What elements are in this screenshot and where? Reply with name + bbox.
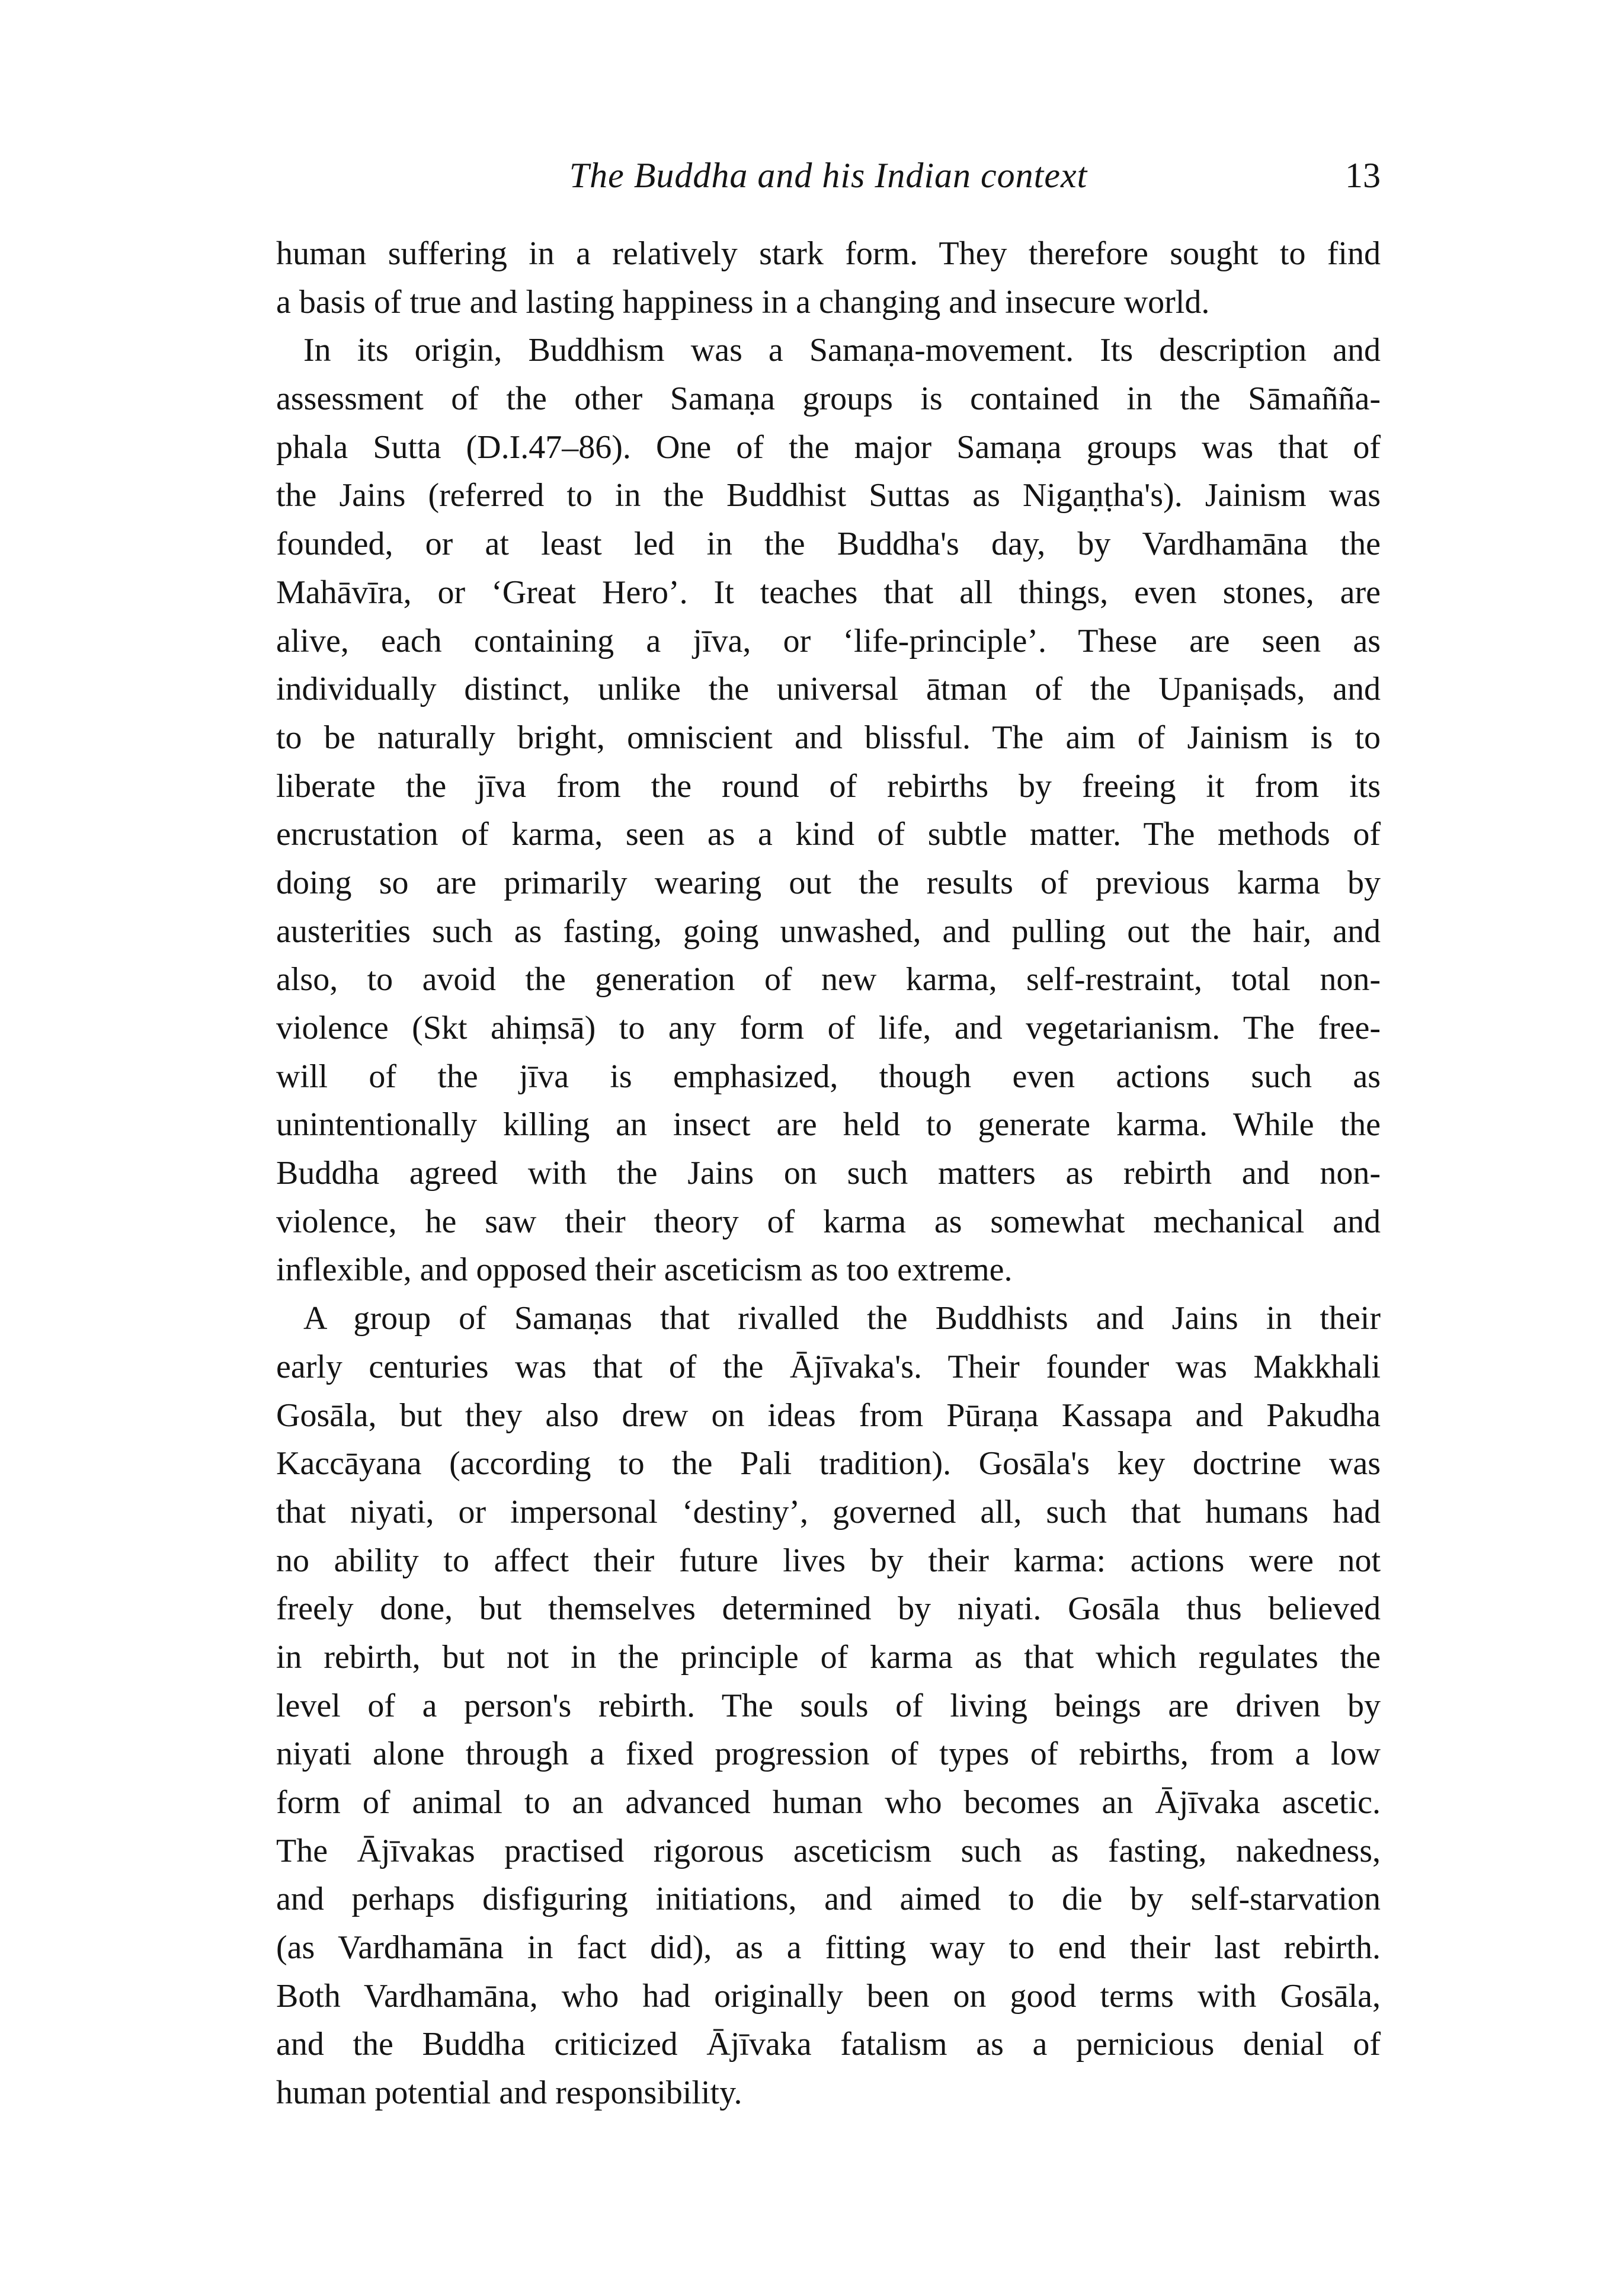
text-line: liberate the jīva from the round of rebirths by freeing it from its — [276, 767, 1381, 805]
text-line: inflexible, and opposed their asceticism as too extreme. — [276, 1251, 1013, 1289]
text-line: unintentionally killing an insect are held to generate karma. While the — [276, 1106, 1381, 1144]
text-line: level of a person's rebirth. The souls of living beings are driven by — [276, 1687, 1381, 1724]
paragraph-1 — [276, 230, 1381, 326]
text-line: freely done, but themselves determined by niyati. Gosāla thus believed — [276, 1590, 1381, 1628]
text-line: violence (Skt ahiṃsā) to any form of life, and vegetarianism. The free- — [276, 1010, 1381, 1046]
text-line: violence, he saw their theory of karma as somewhat mechanical and — [276, 1203, 1381, 1240]
text-line: and perhaps disfiguring initiations, and aimed to die by self-starvation — [276, 1881, 1381, 1918]
text-line: will of the jīva is emphasized, though even actions such as — [276, 1058, 1381, 1095]
text-line: that niyati, or impersonal ‘destiny’, governed all, such that humans had — [276, 1493, 1381, 1530]
text-line: (as Vardhamāna in fact did), as a fitting way to end their last rebirth. — [276, 1929, 1381, 1967]
text-line: also, to avoid the generation of new karma, self-restraint, total non- — [276, 961, 1381, 998]
text-line: human potential and responsibility. — [276, 2074, 742, 2112]
text-line: Mahāvīra, or ‘Great Hero’. It teaches that all things, even stones, are — [276, 574, 1381, 611]
text-line: early centuries was that of the Ājīvaka's. Their founder was Makkhali — [276, 1348, 1381, 1385]
text-line: Buddha agreed with the Jains on such matters as rebirth and non- — [276, 1155, 1381, 1192]
text-line: A group of Samaṇas that rivalled the Buddhists and Jains in their — [303, 1300, 1381, 1337]
text-line: the Jains (referred to in the Buddhist Suttas as Nigaṇṭha's). Jainism was — [276, 477, 1381, 514]
text-line: phala Sutta (D.I.47–86). One of the major Samaṇa groups was that of — [276, 428, 1381, 466]
running-title: The Buddha and his Indian context — [569, 156, 1088, 195]
text-line: human suffering in a relatively stark form. They therefore sought to find — [276, 235, 1381, 272]
text-line: in rebirth, but not in the principle of karma as that which regulates the — [276, 1638, 1381, 1676]
text-line: niyati alone through a fixed progression of types of rebirths, from a low — [276, 1735, 1381, 1773]
text-line: Gosāla, but they also drew on ideas from Pūraṇa Kassapa and Pakudha — [276, 1397, 1381, 1434]
text-line: individually distinct, unlike the universal ātman of the Upaniṣads, and — [276, 671, 1381, 708]
page-number: 13 — [1345, 156, 1381, 195]
text-line: and the Buddha criticized Ājīvaka fatalism as a pernicious denial of — [276, 2026, 1381, 2063]
running-head — [276, 152, 1381, 199]
text-line: a basis of true and lasting happiness in a changing and insecure world. — [276, 283, 1210, 321]
text-line: no ability to affect their future lives by their karma: actions were not — [276, 1542, 1381, 1579]
text-line: doing so are primarily wearing out the results of previous karma by — [276, 864, 1381, 901]
text-line: founded, or at least led in the Buddha's day, by Vardhamāna the — [276, 526, 1381, 563]
paragraph-2 — [276, 326, 1381, 1295]
text-line: austerities such as fasting, going unwashed, and pulling out the hair, and — [276, 912, 1381, 950]
text-line: Both Vardhamāna, who had originally been on good terms with Gosāla, — [276, 1977, 1381, 2015]
body-text — [276, 230, 1381, 2118]
text-line: assessment of the other Samaṇa groups is contained in the Sāmañña- — [276, 380, 1381, 418]
text-line: alive, each containing a jīva, or ‘life-principle’. These are seen as — [276, 622, 1381, 659]
text-line: In its origin, Buddhism was a Samaṇa-movement. Its description and — [303, 332, 1381, 369]
text-line: Kaccāyana (according to the Pali tradition). Gosāla's key doctrine was — [276, 1445, 1381, 1482]
text-line: to be naturally bright, omniscient and blissful. The aim of Jainism is to — [276, 719, 1381, 756]
text-line: encrustation of karma, seen as a kind of subtle matter. The methods of — [276, 816, 1381, 853]
text-line: form of animal to an advanced human who becomes an Ājīvaka ascetic. — [276, 1784, 1381, 1821]
text-line: The Ājīvakas practised rigorous asceticism such as fasting, nakedness, — [276, 1832, 1381, 1869]
paragraph-3 — [276, 1295, 1381, 2118]
